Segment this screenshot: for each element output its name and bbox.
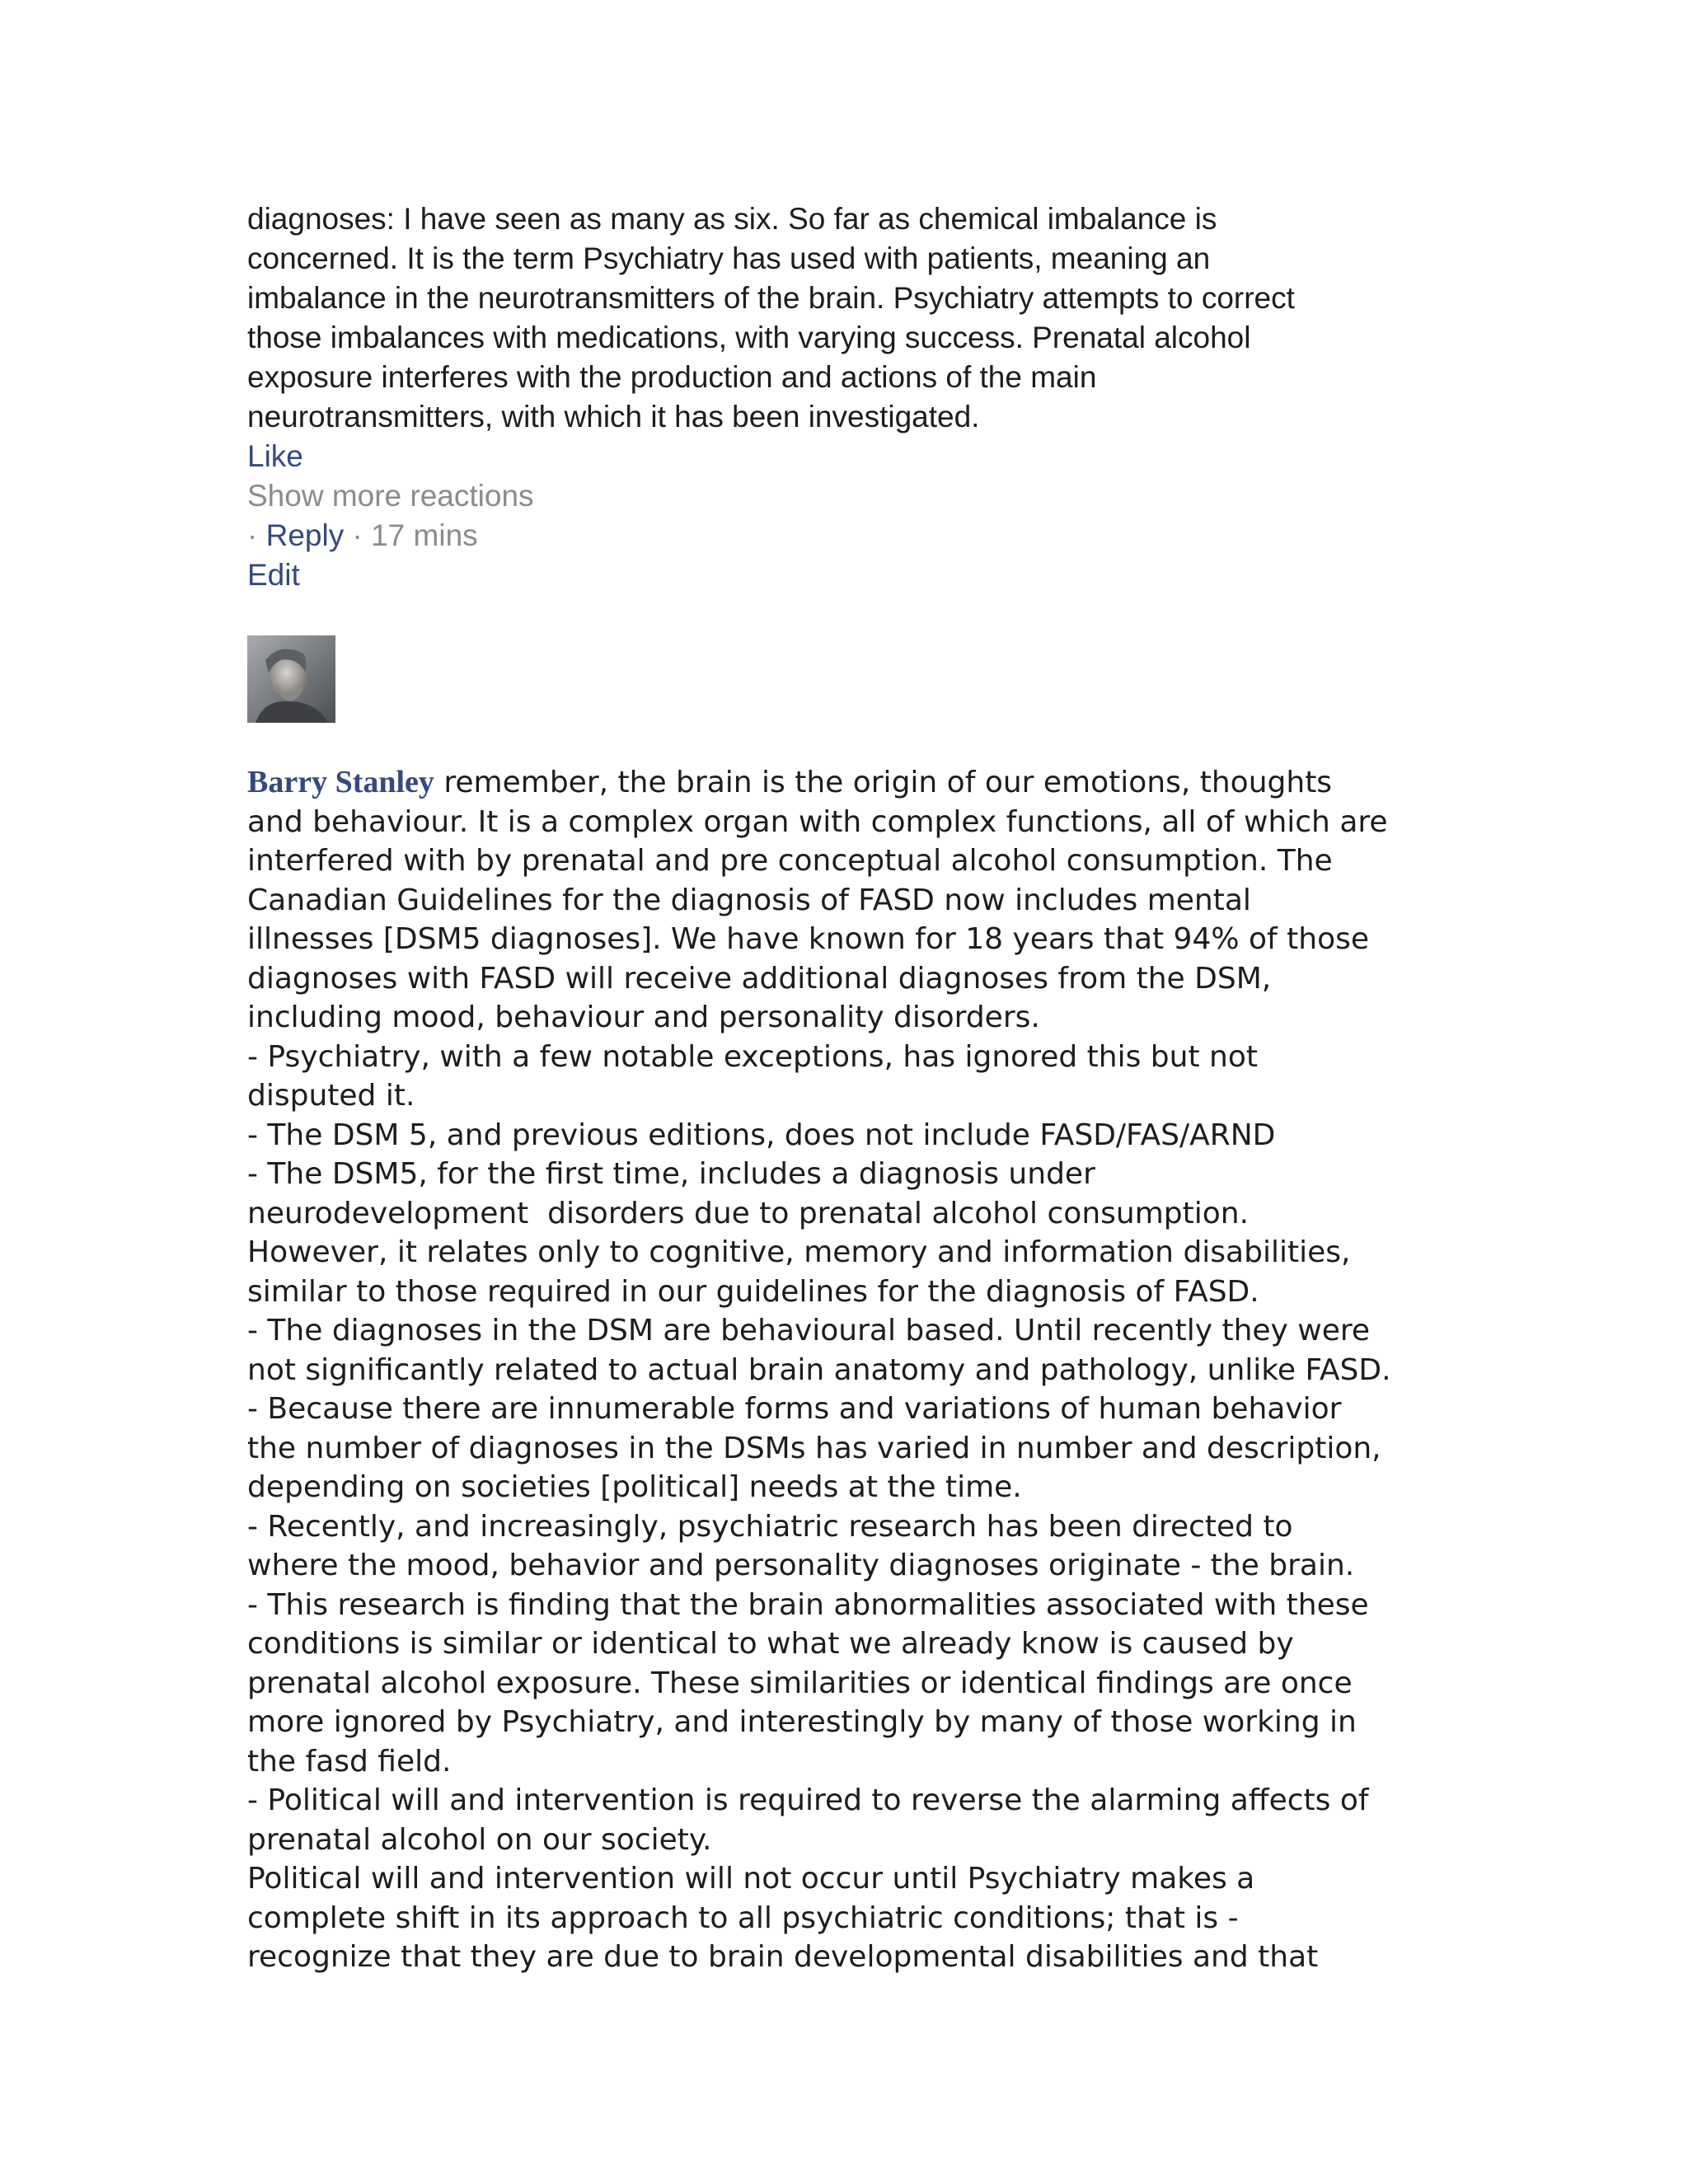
comment-2 [247,763,1484,1977]
comment-2-line: - Because there are innumerable forms and variations of human behavior [247,1392,1342,1426]
avatar[interactable] [247,635,335,723]
comment-1-line: diagnoses: I have seen as many as six. So far as chemical imbalance is [247,202,1217,236]
comment-2-line: complete shift in its approach to all psychiatric conditions; that is - [247,1900,1239,1935]
comment-2-line: similar to those required in our guidelines for the diagnosis of FASD. [247,1274,1259,1309]
comment-1-text [247,199,1451,437]
like-link[interactable]: Like [247,439,303,473]
comment-2-line: including mood, behaviour and personality disorders. [247,1001,1040,1034]
comment-2-line: prenatal alcohol exposure. These similarities or identical findings are once [247,1666,1353,1700]
comment-2-line: Canadian Guidelines for the diagnosis of FASD now includes mental [247,883,1251,917]
comment-2-line: - Political will and intervention is required to reverse the alarming affects of [247,1783,1369,1817]
avatar-photo-icon [247,635,335,723]
separator-dot: · [247,518,266,552]
comment-2-line: disputed it. [247,1079,415,1113]
comment-1 [247,199,1451,595]
reply-row [247,516,1451,555]
comment-2-line: not significantly related to actual brain anatomy and pathology, unlike FASD. [247,1352,1391,1387]
comment-2-line: interfered with by prenatal and pre conceptual alcohol consumption. The [247,844,1333,878]
comment-2-first-line [247,763,1484,803]
comment-2-line: prenatal alcohol on our society. [247,1822,712,1857]
comment-2-line: illnesses [DSM5 diagnoses]. We have known for 18 years that 94% of those [247,922,1370,956]
comment-2-line: - Recently, and increasingly, psychiatric research has been directed to [247,1509,1293,1544]
comment-1-line: those imbalances with medications, with varying success. Prenatal alcohol [247,321,1251,354]
timestamp: · 17 mins [344,518,478,552]
comment-2-line: and behaviour. It is a complex organ with complex functions, all of which are [247,804,1388,839]
show-more-reactions-link[interactable]: Show more reactions [247,479,534,513]
comment-2-line: - This research is finding that the brain abnormalities associated with these [247,1587,1369,1622]
comment-1-line: exposure interferes with the production and actions of the main [247,360,1097,394]
comment-2-line: the fasd field. [247,1744,452,1779]
comment-2-line: - Psychiatry, with a few notable exceptions, has ignored this but not [247,1039,1258,1074]
comment-2-line: However, it relates only to cognitive, memory and information disabilities, [247,1235,1351,1269]
comment-1-line: neurotransmitters, with which it has been investigated. [247,400,980,434]
comment-2-line: the number of diagnoses in the DSMs has varied in number and description, [247,1431,1381,1465]
comment-2-line: conditions is similar or identical to what we already know is caused by [247,1627,1294,1661]
edit-link[interactable]: Edit [247,558,300,592]
comment-2-line: diagnoses with FASD will receive additional diagnoses from the DSM, [247,961,1272,996]
comment-2-line: depending on societies [political] needs at the time. [247,1470,1022,1504]
comment-2-line: remember, the brain is the origin of our emotions, thoughts [434,766,1333,799]
comment-2-line: more ignored by Psychiatry, and interestingly by many of those working in [247,1705,1357,1739]
comment-2-line: - The DSM 5, and previous editions, does not include FASD/FAS/ARND [247,1118,1276,1152]
comment-2-line: - The diagnoses in the DSM are behavioural based. Until recently they were [247,1314,1371,1347]
comment-2-line: Political will and intervention will not occur until Psychiatry makes a [247,1862,1255,1896]
comment-2-line: neurodevelopment disorders due to prenatal alcohol consumption. [247,1196,1250,1230]
comment-1-line: concerned. It is the term Psychiatry has used with patients, meaning an [247,241,1211,275]
reply-link[interactable]: Reply [265,518,345,552]
comment-2-line: where the mood, behavior and personality diagnoses originate - the brain. [247,1549,1355,1582]
comment-2-line: - The DSM5, for the first time, includes a diagnosis under [247,1157,1095,1191]
comment-2-text [247,763,1484,1977]
comment-1-line: imbalance in the neurotransmitters of the brain. Psychiatry attempts to correct [247,281,1295,315]
comment-2-line: recognize that they are due to brain developmental disabilities and that [247,1940,1319,1974]
author-name-link[interactable]: Barry Stanley [247,765,434,799]
